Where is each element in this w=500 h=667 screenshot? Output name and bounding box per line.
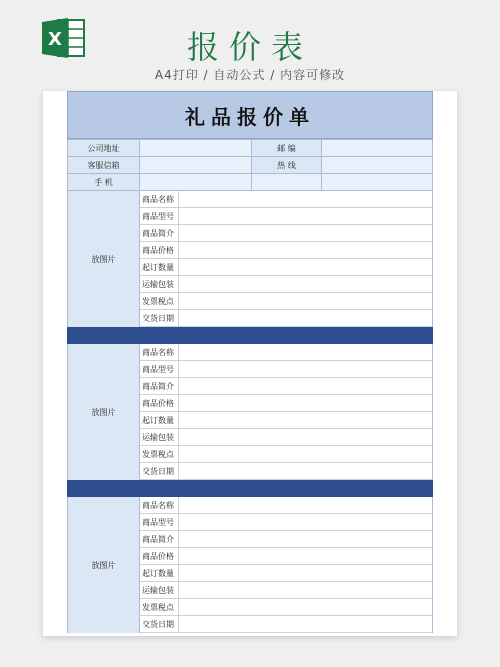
info-row <box>68 174 433 191</box>
field-label: 交货日期 <box>140 310 179 326</box>
field-label: 起订数量 <box>140 412 179 428</box>
info-value[interactable] <box>140 174 252 191</box>
field-row <box>140 497 432 514</box>
field-value-cell[interactable] <box>179 429 432 445</box>
product-section <box>67 497 433 633</box>
product-sections <box>67 191 433 633</box>
section-divider-bar <box>67 480 433 497</box>
info-value[interactable] <box>140 140 252 157</box>
field-value-cell[interactable] <box>179 616 432 632</box>
field-row <box>140 208 432 225</box>
field-label: 商品名称 <box>140 344 179 360</box>
field-rows <box>140 497 432 633</box>
field-label: 商品简介 <box>140 531 179 547</box>
field-row <box>140 344 432 361</box>
section-divider-bar <box>67 327 433 344</box>
field-value-cell[interactable] <box>179 531 432 547</box>
product-section <box>67 191 433 327</box>
field-row <box>140 378 432 395</box>
info-table <box>67 139 433 191</box>
field-rows <box>140 191 432 327</box>
photo-placeholder[interactable]: 放图片 <box>68 497 140 633</box>
field-label: 商品型号 <box>140 514 179 530</box>
field-value-cell[interactable] <box>179 361 432 377</box>
field-row <box>140 259 432 276</box>
field-label: 交货日期 <box>140 463 179 479</box>
field-row <box>140 276 432 293</box>
field-value-cell[interactable] <box>179 276 432 292</box>
field-value-cell[interactable] <box>179 582 432 598</box>
field-row <box>140 565 432 582</box>
field-row <box>140 310 432 327</box>
field-row <box>140 599 432 616</box>
field-label: 商品型号 <box>140 361 179 377</box>
info-label <box>252 174 322 191</box>
field-label: 商品名称 <box>140 497 179 513</box>
field-value-cell[interactable] <box>179 599 432 615</box>
field-label: 商品价格 <box>140 242 179 258</box>
field-row <box>140 242 432 259</box>
field-row <box>140 225 432 242</box>
field-value-cell[interactable] <box>179 395 432 411</box>
document-sheet <box>43 91 457 636</box>
info-value[interactable] <box>322 157 433 174</box>
info-label: 手 机 <box>68 174 140 191</box>
field-row <box>140 446 432 463</box>
field-value-cell[interactable] <box>179 463 432 479</box>
info-value[interactable] <box>322 174 433 191</box>
field-label: 商品价格 <box>140 395 179 411</box>
field-label: 起订数量 <box>140 565 179 581</box>
field-value-cell[interactable] <box>179 310 432 326</box>
field-label: 商品型号 <box>140 208 179 224</box>
field-row <box>140 191 432 208</box>
info-label: 邮 编 <box>252 140 322 157</box>
field-label: 发票税点 <box>140 446 179 462</box>
field-label: 发票税点 <box>140 599 179 615</box>
field-row <box>140 548 432 565</box>
quote-form <box>67 91 433 633</box>
field-row <box>140 361 432 378</box>
field-value-cell[interactable] <box>179 208 432 224</box>
info-row <box>68 140 433 157</box>
field-value-cell[interactable] <box>179 497 432 513</box>
field-value-cell[interactable] <box>179 378 432 394</box>
field-row <box>140 514 432 531</box>
field-row <box>140 463 432 480</box>
field-value-cell[interactable] <box>179 565 432 581</box>
field-label: 商品价格 <box>140 548 179 564</box>
field-value-cell[interactable] <box>179 191 432 207</box>
info-label: 公司地址 <box>68 140 140 157</box>
field-value-cell[interactable] <box>179 242 432 258</box>
info-label: 热 线 <box>252 157 322 174</box>
field-row <box>140 293 432 310</box>
field-value-cell[interactable] <box>179 548 432 564</box>
field-row <box>140 429 432 446</box>
page-subtitle: A4打印 / 自动公式 / 内容可修改 <box>154 68 346 82</box>
field-row <box>140 531 432 548</box>
info-value[interactable] <box>322 140 433 157</box>
field-row <box>140 395 432 412</box>
photo-placeholder[interactable]: 放图片 <box>68 191 140 327</box>
field-label: 交货日期 <box>140 616 179 632</box>
field-label: 运输包装 <box>140 276 179 292</box>
field-label: 运输包装 <box>140 582 179 598</box>
field-value-cell[interactable] <box>179 446 432 462</box>
field-label: 商品名称 <box>140 191 179 207</box>
field-label: 发票税点 <box>140 293 179 309</box>
field-label: 商品简介 <box>140 225 179 241</box>
form-title: 礼品报价单 <box>67 91 433 139</box>
field-label: 商品简介 <box>140 378 179 394</box>
field-value-cell[interactable] <box>179 293 432 309</box>
logo-letter: X <box>48 29 62 50</box>
product-section <box>67 344 433 480</box>
photo-placeholder[interactable]: 放图片 <box>68 344 140 480</box>
field-value-cell[interactable] <box>179 259 432 275</box>
field-row <box>140 582 432 599</box>
info-value[interactable] <box>140 157 252 174</box>
info-row <box>68 157 433 174</box>
page-title: 报价表 <box>186 28 313 66</box>
info-label: 客服信箱 <box>68 157 140 174</box>
field-label: 运输包装 <box>140 429 179 445</box>
field-row <box>140 412 432 429</box>
field-label: 起订数量 <box>140 259 179 275</box>
field-rows <box>140 344 432 480</box>
field-row <box>140 616 432 633</box>
field-value-cell[interactable] <box>179 514 432 530</box>
field-value-cell[interactable] <box>179 412 432 428</box>
field-value-cell[interactable] <box>179 225 432 241</box>
field-value-cell[interactable] <box>179 344 432 360</box>
